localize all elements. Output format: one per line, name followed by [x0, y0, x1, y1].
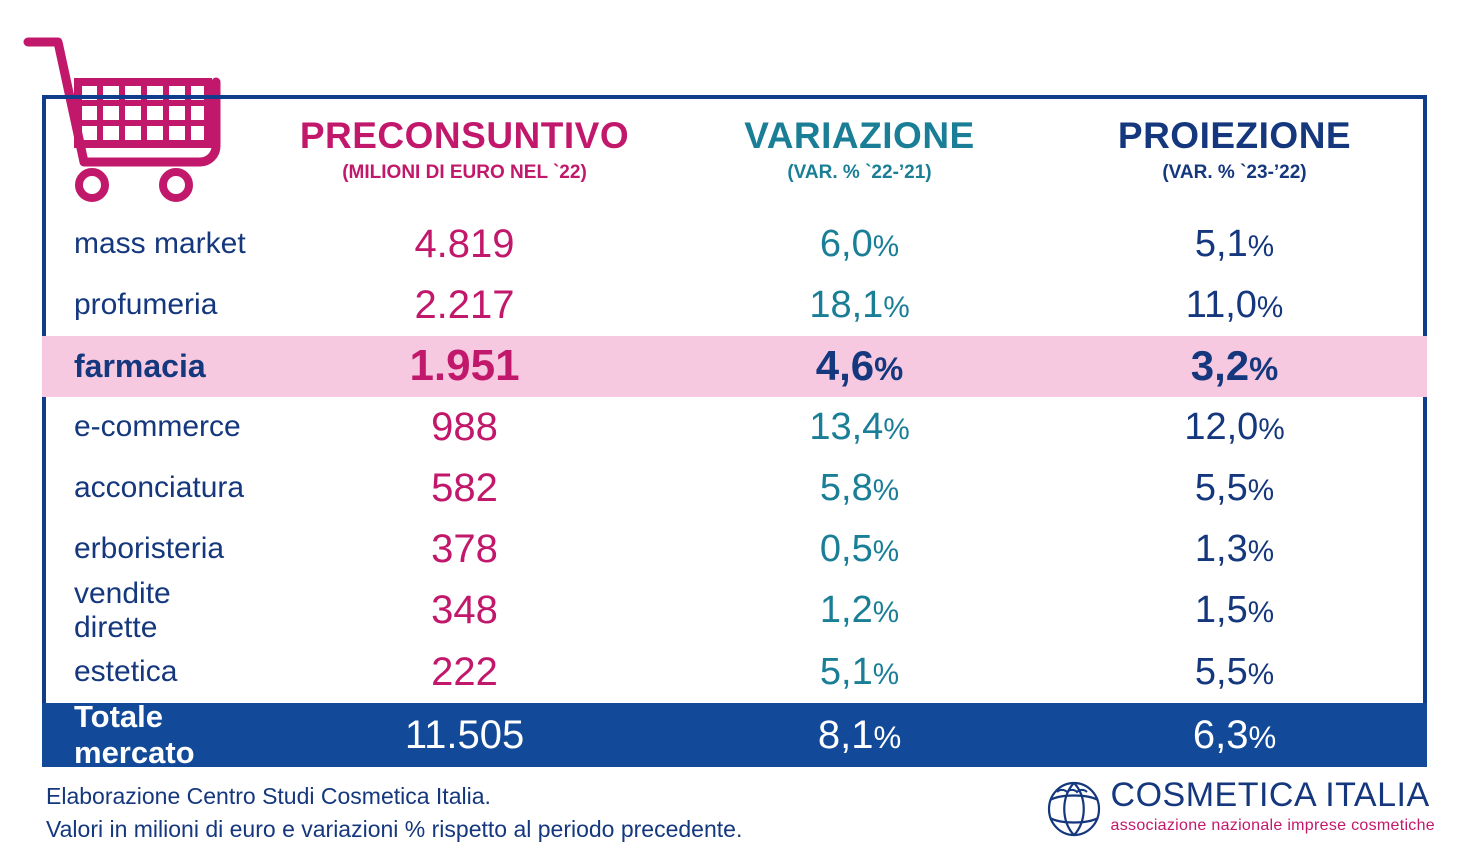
- row-proiezione: [1047, 713, 1422, 758]
- row-channel: erboristeria: [74, 532, 225, 566]
- logo-tagline: associazione nazionale imprese cosmetiche: [1110, 817, 1435, 834]
- row-channel: acconciatura: [74, 471, 245, 505]
- percent-sign: %: [872, 473, 900, 507]
- row-proiezione: [1047, 406, 1422, 449]
- percent-sign: %: [883, 290, 910, 324]
- row-preconsuntivo: 222: [431, 649, 498, 694]
- table-row: [42, 214, 1427, 275]
- percent-sign: %: [1247, 596, 1275, 630]
- row-proiezione-value: 5,5: [1194, 650, 1248, 693]
- row-channel: mass market: [74, 227, 246, 261]
- percent-sign: %: [872, 534, 900, 568]
- row-proiezione: [1047, 589, 1422, 632]
- row-variazione: [672, 342, 1047, 390]
- row-variazione-value: 13,4: [809, 405, 884, 448]
- percent-sign: %: [1247, 473, 1275, 507]
- globe-icon: [1043, 778, 1105, 840]
- table-row: [42, 642, 1427, 703]
- row-proiezione-value: 1,5: [1194, 589, 1248, 632]
- table-row-total: [42, 699, 1427, 770]
- row-preconsuntivo: 348: [431, 588, 498, 633]
- row-variazione: [672, 284, 1047, 327]
- row-proiezione: [1047, 467, 1422, 510]
- row-channel: profumeria: [74, 288, 218, 322]
- row-preconsuntivo: 378: [431, 526, 498, 571]
- row-variazione: [672, 713, 1047, 758]
- row-preconsuntivo: 4.819: [414, 221, 515, 266]
- row-channel: vendite dirette: [74, 576, 171, 644]
- table-row: [42, 458, 1427, 519]
- table-row: [42, 397, 1427, 458]
- row-variazione: [672, 589, 1047, 632]
- percent-sign: %: [1247, 534, 1275, 568]
- row-proiezione-value: 11,0: [1185, 283, 1257, 326]
- row-proiezione: [1047, 528, 1422, 571]
- table-row: [42, 576, 1427, 644]
- table-header-row: [42, 95, 1427, 214]
- percent-sign: %: [1258, 412, 1285, 446]
- row-variazione-value: 5,8: [819, 466, 873, 509]
- row-variazione: [672, 467, 1047, 510]
- header-variazione-title: VARIAZIONE: [744, 115, 975, 156]
- row-proiezione-value: 5,1: [1194, 222, 1248, 265]
- table-row-highlighted: [42, 336, 1427, 397]
- row-preconsuntivo: 2.217: [414, 282, 515, 327]
- footnote-line-2: Valori in milioni di euro e variazioni % rispetto al periodo precedente.: [46, 816, 743, 843]
- header-preconsuntivo: [257, 117, 672, 184]
- row-variazione: [672, 651, 1047, 694]
- header-proiezione: [1047, 117, 1422, 184]
- row-preconsuntivo: 11.505: [404, 712, 525, 757]
- header-preconsuntivo-subtitle: (MILIONI DI EURO NEL `22): [342, 161, 587, 183]
- cosmetica-italia-logo: [1043, 778, 1435, 840]
- row-proiezione-value: 3,2: [1190, 342, 1250, 390]
- row-variazione-value: 5,1: [819, 650, 873, 693]
- market-data-table: [42, 95, 1427, 770]
- footnote: [46, 780, 742, 847]
- row-variazione-value: 6,0: [819, 222, 873, 265]
- row-proiezione-value: 5,5: [1194, 466, 1248, 509]
- row-channel: Totale mercato: [74, 699, 195, 770]
- table-row: [42, 519, 1427, 580]
- percent-sign: %: [1247, 657, 1275, 691]
- percent-sign: %: [1247, 229, 1275, 263]
- row-channel: farmacia: [74, 347, 206, 384]
- header-variazione-subtitle: (VAR. % `22-’21): [787, 161, 932, 183]
- percent-sign: %: [1256, 290, 1284, 324]
- logo-name: COSMETICA ITALIA: [1110, 776, 1430, 814]
- header-proiezione-subtitle: (VAR. % `23-’22): [1162, 161, 1307, 183]
- row-variazione-value: 8,1: [817, 712, 874, 757]
- row-preconsuntivo: 1.951: [409, 341, 520, 391]
- row-preconsuntivo: 582: [431, 465, 498, 510]
- row-proiezione-value: 12,0: [1184, 405, 1259, 448]
- row-variazione: [672, 528, 1047, 571]
- row-proiezione-value: 6,3: [1192, 712, 1249, 757]
- footnote-line-1: Elaborazione Centro Studi Cosmetica Italia.: [46, 783, 491, 809]
- percent-sign: %: [872, 596, 900, 630]
- row-proiezione: [1047, 223, 1422, 266]
- header-variazione: [672, 117, 1047, 184]
- row-proiezione-value: 1,3: [1194, 527, 1248, 570]
- row-variazione: [672, 223, 1047, 266]
- row-variazione-value: 4,6: [815, 342, 875, 390]
- percent-sign: %: [872, 657, 900, 691]
- row-channel: estetica: [74, 655, 178, 689]
- logo-text-block: [1111, 778, 1435, 835]
- percent-sign: %: [1249, 350, 1279, 388]
- row-variazione: [672, 406, 1047, 449]
- header-preconsuntivo-title: PRECONSUNTIVO: [299, 115, 630, 156]
- row-variazione-value: 18,1: [809, 283, 884, 326]
- row-proiezione: [1047, 342, 1422, 390]
- row-proiezione: [1047, 651, 1422, 694]
- table-row: [42, 275, 1427, 336]
- row-variazione-value: 0,5: [819, 527, 873, 570]
- row-variazione-value: 1,2: [819, 589, 873, 632]
- percent-sign: %: [883, 412, 910, 446]
- percent-sign: %: [874, 350, 904, 388]
- header-proiezione-title: PROIEZIONE: [1117, 115, 1352, 156]
- percent-sign: %: [873, 719, 902, 755]
- row-channel: e-commerce: [74, 410, 241, 444]
- row-proiezione: [1047, 284, 1422, 327]
- percent-sign: %: [1248, 719, 1277, 755]
- percent-sign: %: [872, 229, 900, 263]
- row-preconsuntivo: 988: [431, 404, 498, 449]
